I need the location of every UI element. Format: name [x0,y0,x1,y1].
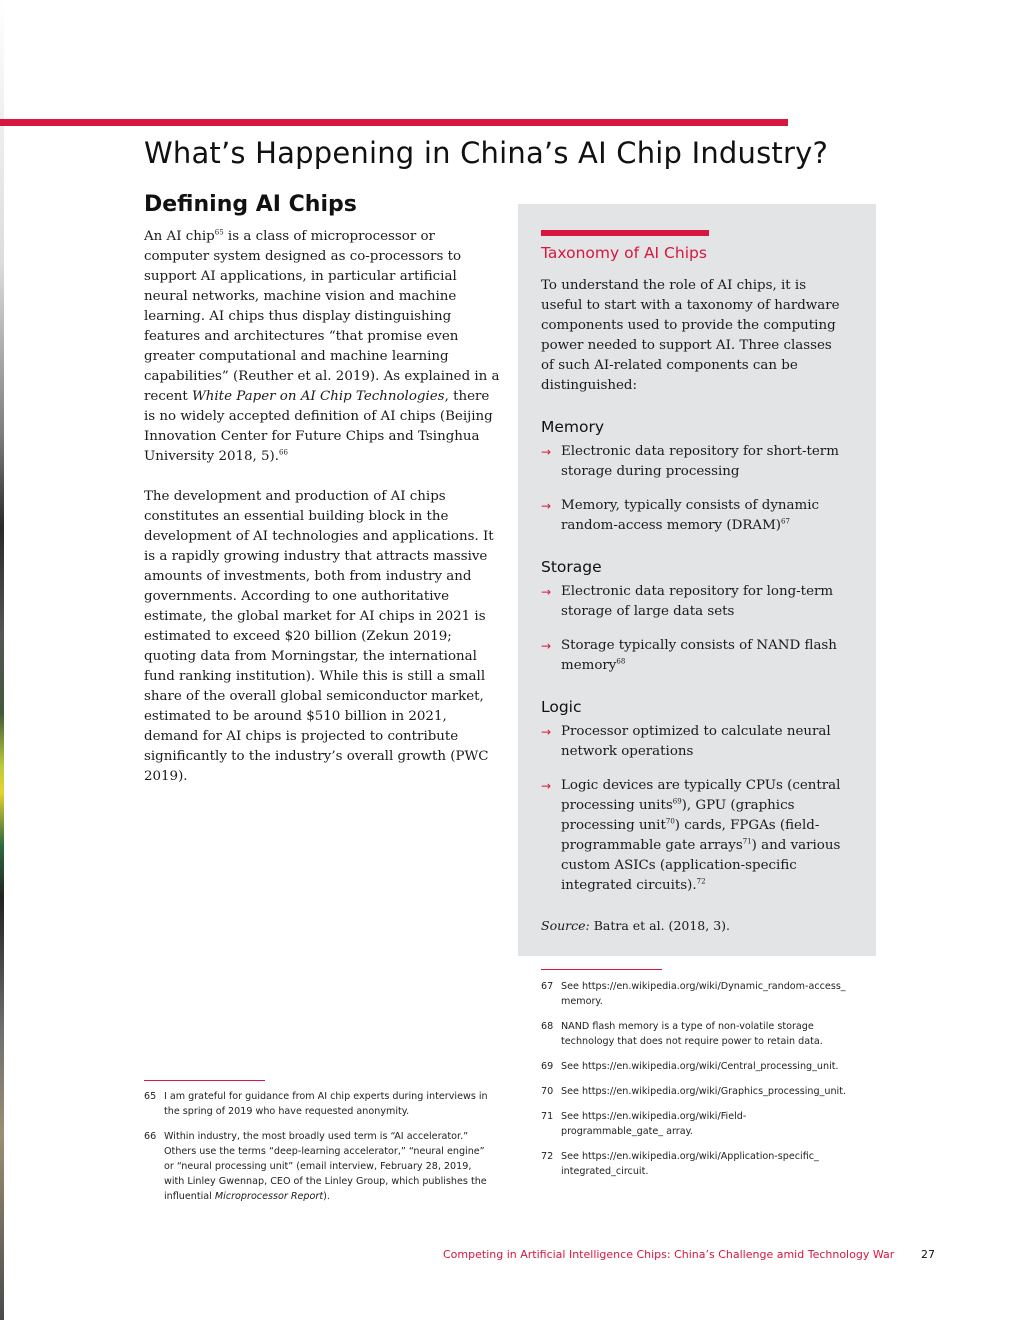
footnote-number: 67 [541,981,554,992]
footnote-number: 69 [541,1061,554,1072]
footnote-ref-69[interactable]: 69 [672,797,682,806]
footnote-rule-left [144,1080,265,1081]
page-number: 27 [921,1248,935,1261]
sidebar-source: Source: Batra et al. (2018, 3). [541,918,730,933]
sidebar-intro: To understand the role of AI chips, it is useful to start with a taxonomy of hardware components used to provide the computing power needed to support AI. Three classes of such AI-related components can be distinguished: [541,278,840,393]
storage-heading: Storage [541,558,602,576]
microprocessor-report-title: Microprocessor Report [214,1191,324,1202]
logic-heading: Logic [541,698,582,716]
arrow-right-icon: → [541,779,552,793]
arrow-right-icon: → [541,585,552,599]
arrow-right-icon: → [541,499,552,513]
footnote-65 [144,1089,494,1119]
footnote-text: Within industry, the most broadly used term is “AI accelerator.” Others use the terms “deep-learning accelerator,” “neural engine” or “neural processing unit” (email interview, February 28, 2019, with Linley Gwennap, CEO of the Linley Group, which publishes the influential Microprocessor Report). [164,1131,487,1202]
footnote-number: 66 [144,1131,157,1142]
footnote-number: 72 [541,1151,554,1162]
footnote-ref-71[interactable]: 71 [742,837,752,846]
section-heading: Defining AI Chips [144,192,357,217]
sidebar-title: Taxonomy of AI Chips [541,244,707,262]
arrow-right-icon: → [541,445,552,459]
logic-bullets [541,722,846,896]
footnote-ref-65[interactable]: 65 [214,228,224,237]
list-item: → Processor optimized to calculate neural network operations [541,722,846,762]
storage-bullets [541,582,846,676]
footnote-number: 70 [541,1086,554,1097]
running-footer-title: Competing in Artificial Intelligence Chips: China’s Challenge amid Technology War [443,1248,895,1261]
sidebar-content [541,276,846,936]
footnote-text: NAND flash memory is a type of non-volatile storage technology that does not require power to retain data. [561,1021,823,1047]
footnote-number: 65 [144,1091,157,1102]
footnote-68 [541,1019,846,1049]
footnote-ref-68[interactable]: 68 [616,657,626,666]
footnote-72 [541,1149,846,1179]
footnote-text[interactable]: See https://en.wikipedia.org/wiki/Field-programmable_gate_ array. [561,1111,747,1137]
page-edge-strip [0,0,4,1320]
footnote-71 [541,1109,846,1139]
header-accent-rule [0,119,788,126]
footnote-text: I am grateful for guidance from AI chip experts during interviews in the spring of 2019 who have requested anonymity. [164,1091,488,1117]
footnote-text[interactable]: See https://en.wikipedia.org/wiki/Application-specific_ integrated_circuit. [561,1151,819,1177]
white-paper-title: White Paper on AI Chip Technologies [192,389,445,404]
body-paragraph-1: An AI chip$^{65}$ is a class of microprocessor or computer system designed as co-processors to support AI applications, in particular artificial neural networks, machine vision and machine learning. AI chips thus display distinguishing features and architectures “that promise even greater computational and machine learning capabilities” (Reuther et al. 2019). As explained in a recent White Paper on AI Chip Technologies, there is no widely accepted definition of AI chips (Beijing Innovation Center for Future Chips and Tsinghua University 2018, 5).$^{66}$ [144,228,500,464]
footnotes-left [144,1089,494,1214]
taxonomy-sidebar [518,204,876,956]
footnote-70 [541,1084,846,1099]
footnote-ref-72[interactable]: 72 [696,877,706,886]
footnote-66 [144,1129,494,1204]
footnote-number: 68 [541,1021,554,1032]
footnote-ref-67[interactable]: 67 [781,517,790,526]
main-body-column [144,227,502,807]
list-item: → Electronic data repository for long-term storage of large data sets [541,582,846,622]
footnote-text[interactable]: See https://en.wikipedia.org/wiki/Graphics_processing_unit. [561,1086,847,1097]
footnote-ref-66[interactable]: 66 [279,448,288,457]
footnote-ref-70[interactable]: 70 [665,817,675,826]
footnote-text[interactable]: See https://en.wikipedia.org/wiki/Dynamic_random-access_ memory. [561,981,846,1007]
footnotes-right [541,979,846,1189]
footnote-rule-right [541,969,662,970]
list-item: → Storage typically consists of NAND flash memory$^{68}$ [541,636,846,676]
list-item: → Electronic data repository for short-term storage during processing [541,442,846,482]
page-title: What’s Happening in China’s AI Chip Industry? [144,136,829,170]
footnote-number: 71 [541,1111,554,1122]
footnote-text[interactable]: See https://en.wikipedia.org/wiki/Central_processing_unit. [561,1061,839,1072]
memory-heading: Memory [541,418,605,436]
body-paragraph-2: The development and production of AI chips constitutes an essential building block in the development of AI technologies and applications. It is a rapidly growing industry that attracts massive amounts of investments, both from industry and governments. According to one authoritative estimate, the global market for AI chips in 2021 is estimated to exceed $20 billion (Zekun 2019; quoting data from Morningstar, the international fund ranking institution). While this is still a small share of the overall global semiconductor market, estimated to be around $510 billion in 2021, demand for AI chips is projected to contribute significantly to the industry’s overall growth (PWC 2019). [144,489,494,784]
list-item: → Logic devices are typically CPUs (central processing units$^{69}$), GPU (graphics processing unit$^{70}$) cards, FPGAs (field-programmable gate arrays$^{71}$) and various custom ASICs (application-specific integrated circuits).$^{72}$ [541,776,846,896]
memory-bullets [541,442,846,536]
sidebar-accent-rule [541,230,709,236]
footnote-67 [541,979,846,1009]
arrow-right-icon: → [541,639,552,653]
arrow-right-icon: → [541,725,552,739]
footnote-69 [541,1059,846,1074]
list-item: → Memory, typically consists of dynamic random-access memory (DRAM)$^{67}$ [541,496,846,536]
